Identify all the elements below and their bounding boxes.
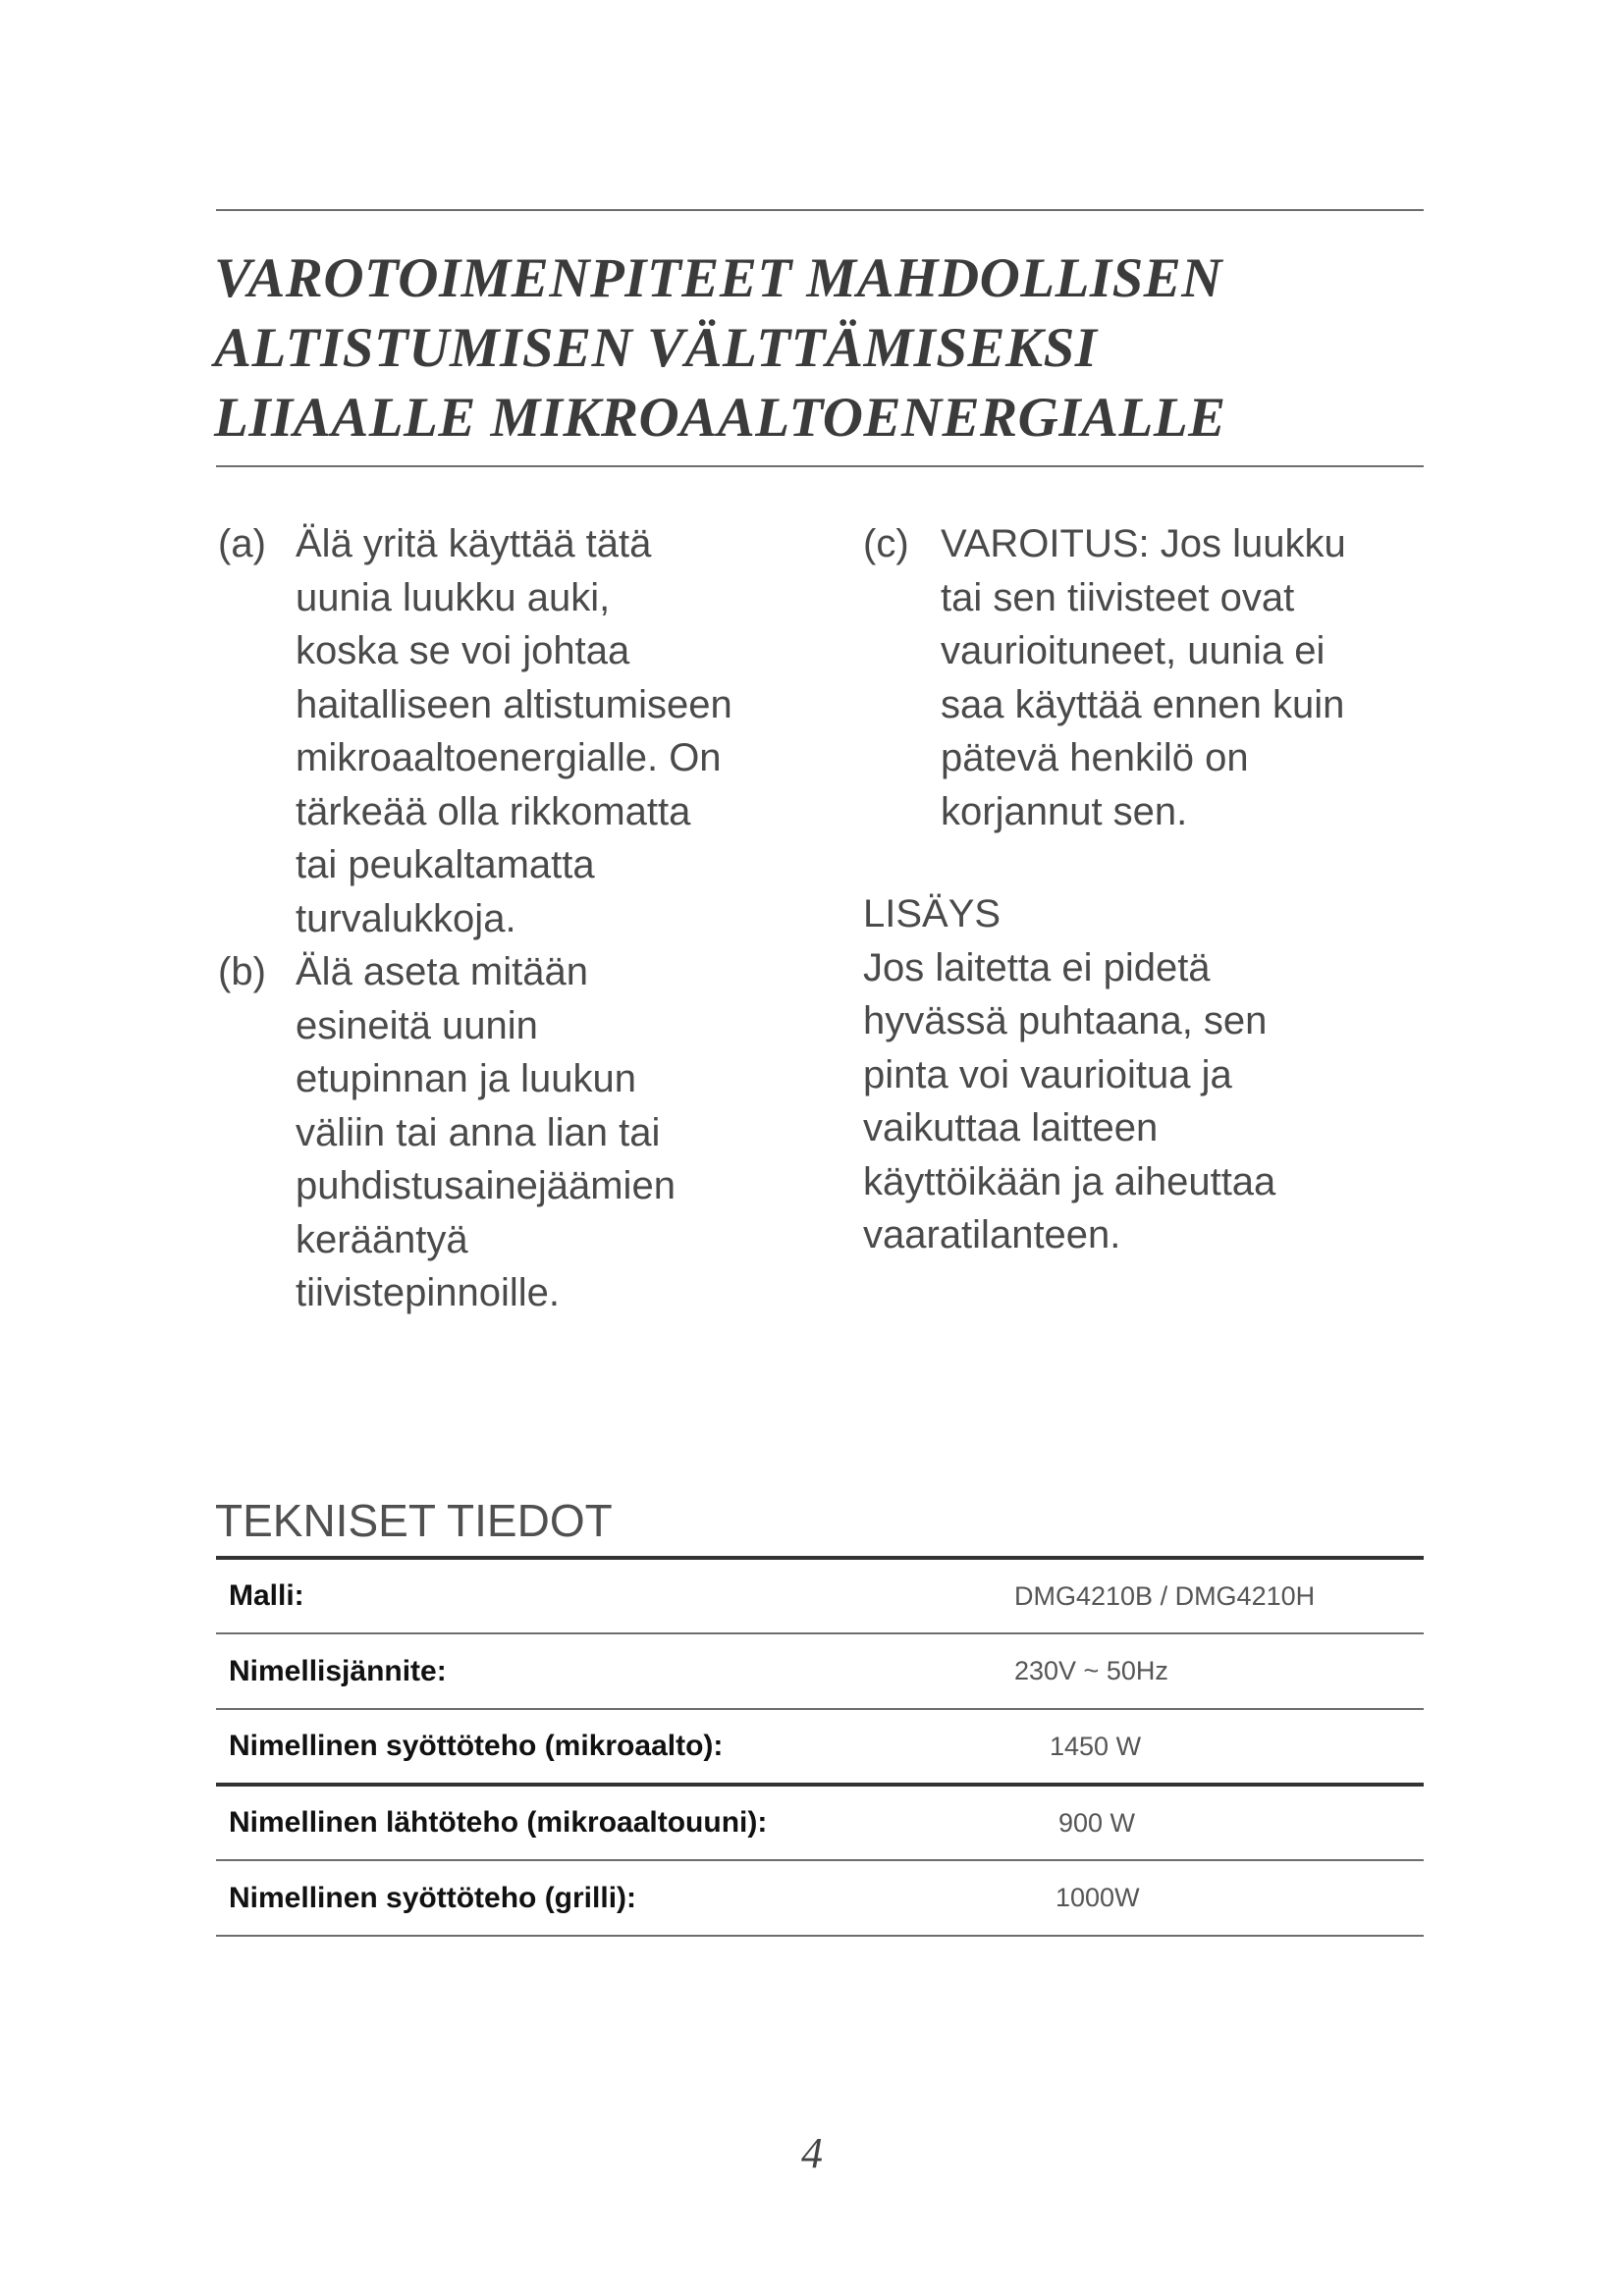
item-text-line: Älä aseta mitään (296, 950, 588, 993)
item-text-line: väliin tai anna lian tai (296, 1110, 661, 1154)
spec-value: DMG4210B / DMG4210H (1014, 1558, 1424, 1633)
item-text-line: pätevä henkilö on (941, 736, 1249, 779)
note-text-line: vaikuttaa laitteen (863, 1106, 1159, 1149)
item-text-line: saa käyttää ennen kuin (941, 682, 1345, 726)
specs-table (216, 1556, 1424, 1937)
spec-value: 1450 W (1014, 1709, 1424, 1785)
item-text-line: tiivistepinnoille. (296, 1271, 561, 1314)
table-row (216, 1860, 1424, 1936)
item-text-line: tai peukaltamatta (296, 843, 595, 886)
item-marker: (c) (863, 522, 909, 565)
spec-label: Nimellisjännite: (216, 1633, 1014, 1709)
table-row (216, 1785, 1424, 1860)
item-marker: (a) (218, 522, 266, 565)
item-text-line: turvalukkoja. (296, 896, 516, 940)
specs-title: TEKNISET TIEDOT (215, 1495, 613, 1546)
table-row (216, 1633, 1424, 1709)
item-text-line: uunia luukku auki, (296, 575, 611, 619)
note-text-line: käyttöikään ja aiheuttaa (863, 1159, 1276, 1203)
page-number: 4 (801, 2129, 823, 2177)
item-text-line: puhdistusainejäämien (296, 1164, 676, 1207)
spec-label: Nimellinen lähtöteho (mikroaaltouuni): (216, 1785, 1014, 1860)
item-text-line: esineitä uunin (296, 1003, 538, 1047)
title-line: VAROTOIMENPITEET MAHDOLLISEN (214, 247, 1222, 309)
precaution-item-a (218, 517, 827, 945)
note-text-line: pinta voi vaurioitua ja (863, 1052, 1232, 1096)
note-text-line: Jos laitetta ei pidetä (863, 945, 1211, 989)
top-rule (216, 209, 1424, 211)
spec-label: Nimellinen syöttöteho (grilli): (216, 1860, 1014, 1936)
item-text-line: tai sen tiivisteet ovat (941, 575, 1295, 619)
spec-value: 900 W (1014, 1785, 1424, 1860)
note-heading: LISÄYS (863, 892, 1001, 935)
item-text-line: korjannut sen. (941, 789, 1188, 833)
spec-label: Nimellinen syöttöteho (mikroaalto): (216, 1709, 1014, 1785)
item-text-line: vaurioituneet, uunia ei (941, 629, 1326, 672)
item-text-line: tärkeää olla rikkomatta (296, 789, 691, 833)
page-title (214, 243, 1432, 453)
title-line: ALTISTUMISEN VÄLTTÄMISEKSI (214, 317, 1098, 379)
table-row (216, 1558, 1424, 1633)
precaution-item-b (218, 945, 827, 1320)
spec-value: 230V ~ 50Hz (1014, 1633, 1424, 1709)
right-column (863, 517, 1452, 1262)
item-text-line: kerääntyä (296, 1217, 468, 1261)
item-text-line: koska se voi johtaa (296, 629, 630, 672)
item-marker: (b) (218, 950, 266, 993)
left-column (218, 517, 827, 1320)
note-text-line: hyvässä puhtaana, sen (863, 999, 1268, 1042)
title-line: LIIAALLE MIKROAALTOENERGIALLE (214, 387, 1226, 449)
spec-value: 1000W (1014, 1860, 1424, 1936)
item-text-line: haitalliseen altistumiseen (296, 682, 732, 726)
note-text-line: vaaratilanteen. (863, 1213, 1121, 1256)
title-bottom-rule (216, 465, 1424, 467)
item-text-line: VAROITUS: Jos luukku (941, 522, 1346, 565)
item-text-line: mikroaaltoenergialle. On (296, 736, 722, 779)
table-row (216, 1709, 1424, 1785)
precaution-item-c (863, 517, 1452, 838)
item-text-line: Älä yritä käyttää tätä (296, 522, 652, 565)
spec-label: Malli: (216, 1558, 1014, 1633)
note-block (863, 887, 1452, 1262)
item-text-line: etupinnan ja luukun (296, 1057, 636, 1100)
